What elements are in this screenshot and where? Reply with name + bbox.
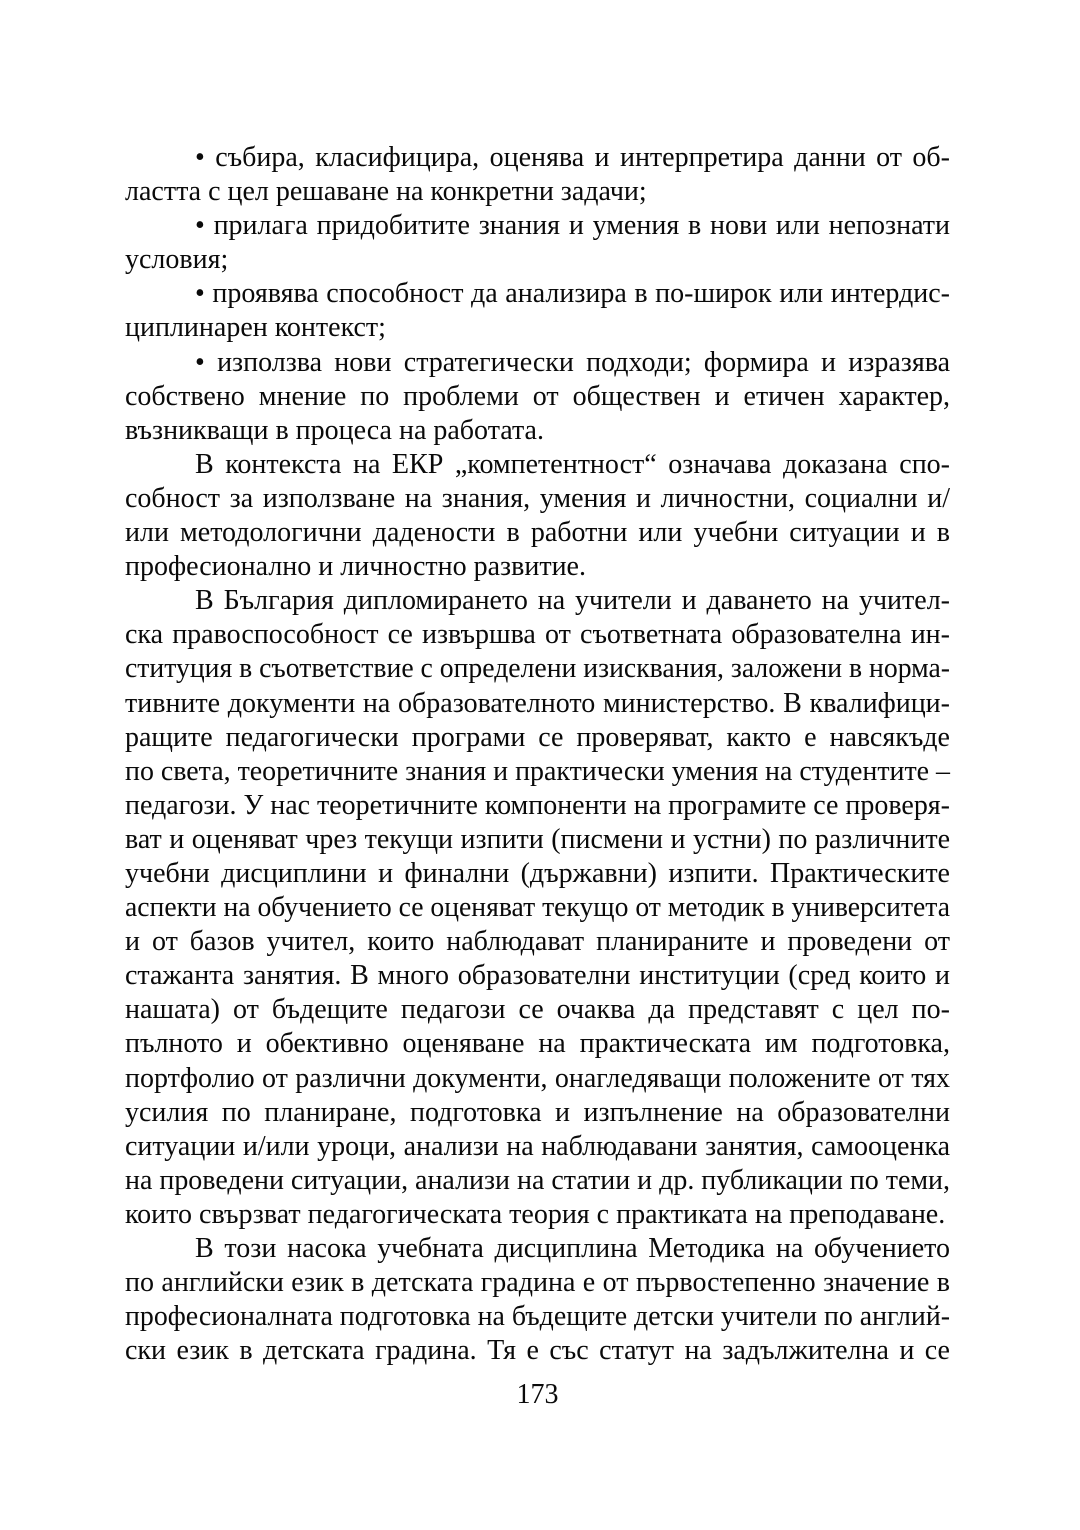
text-line [125, 311, 950, 345]
text-line-content: • проявява способност да анализира в по-широк или интердис- [195, 278, 950, 310]
text-line [125, 789, 950, 823]
text-line-content: ска правоспособност се извършва от съответната образователна ин- [125, 619, 950, 651]
text-line-content: усилия по планиране, подготовка и изпълнение на образователни [125, 1096, 950, 1128]
text-line-content: педагози. У нас теоретичните компоненти на програмите се проверя- [125, 789, 950, 821]
text-line [125, 618, 950, 652]
text-line [125, 755, 950, 789]
text-line [125, 1096, 950, 1130]
text-line-content: учебни дисциплини и финални (държавни) изпити. Практическите [125, 857, 950, 889]
text-line [125, 1164, 950, 1198]
text-line-content: В този насока учебната дисциплина Методика на обучението [195, 1233, 950, 1264]
text-line [125, 652, 950, 686]
text-line-content: по английски език в детската градина е от първостепенно значение в [125, 1267, 950, 1299]
text-line [125, 823, 950, 857]
text-line [125, 277, 950, 311]
text-line-content: ластта с цел решаване на конкретни задачи; [125, 176, 647, 208]
page-number: 173 [516, 1379, 559, 1410]
text-line [125, 414, 950, 448]
text-line [125, 993, 950, 1027]
text-line [125, 584, 950, 618]
text-line [125, 516, 950, 550]
text-line-content: ситуации и/или уроци, анализи на наблюдавани занятия, самооценка [125, 1130, 950, 1162]
text-line-content: професионалната подготовка на бъдещите детски учители по англий- [125, 1301, 950, 1333]
text-line-content: възникващи в процеса на работата. [125, 414, 544, 446]
text-line [125, 1266, 950, 1300]
text-line [125, 1198, 950, 1232]
text-line-content: собност за използване на знания, умения и личностни, социални и/ [125, 482, 950, 514]
text-line [125, 925, 950, 959]
text-line-content: • използва нови стратегически подходи; формира и изразява [195, 346, 950, 378]
text-line [125, 346, 950, 380]
text-line [125, 380, 950, 414]
text-line [125, 1232, 950, 1266]
text-line [125, 243, 950, 277]
text-line-content: по света, теоретичните знания и практически умения на студентите – [125, 755, 950, 787]
text-line [125, 141, 950, 175]
text-line-content: собствено мнение по проблеми от обществен и етичен характер, [125, 380, 950, 412]
text-line-content: и от базов учител, които наблюдават планираните и проведени от [125, 926, 950, 958]
text-line [125, 687, 950, 721]
text-line [125, 209, 950, 243]
text-line [125, 1062, 950, 1096]
text-line-content: В България дипломирането на учители и даването на учител- [195, 585, 950, 617]
text-line [125, 721, 950, 755]
text-line [125, 959, 950, 993]
text-line-content: циплинарен контекст; [125, 312, 386, 344]
text-line [125, 891, 950, 925]
text-line [125, 175, 950, 209]
text-line-content: аспекти на обучението се оценяват текущо от методик в университета [125, 892, 950, 924]
text-line [125, 1130, 950, 1164]
text-line-content: тивните документи на образователното министерство. В квалифици- [125, 687, 950, 719]
text-line-content: нашата) от бъдещите педагози се очаква да представят с цел по- [125, 994, 950, 1026]
text-line-content: или методологични дадености в работни или учебни ситуации и в [125, 517, 950, 549]
text-line [125, 1027, 950, 1061]
text-line-content: ращите педагогически програми се проверяват, както е навсякъде [125, 721, 950, 753]
text-line [125, 1334, 950, 1368]
text-line-content: на проведени ситуации, анализи на статии и др. публикации по теми, [125, 1164, 950, 1196]
text-line-content: условия; [125, 244, 229, 276]
text-line-content: • прилага придобитите знания и умения в нови или непознати [195, 210, 950, 242]
text-line [125, 448, 950, 482]
text-line-content: ват и оценяват чрез текущи изпити (писмени и устни) по различните [125, 823, 950, 855]
text-line-content: стажанта занятия. В много образователни институции (сред които и [125, 960, 950, 992]
text-line [125, 550, 950, 584]
text-line-content: ституция в съответствие с определени изисквания, заложени в норма- [125, 653, 950, 685]
text-line [125, 857, 950, 891]
text-line-content: • събира, класифицира, оценява и интерпретира данни от об- [195, 142, 950, 173]
text-line-content: ски език в детската градина. Тя е със статут на задължителна и се [125, 1335, 950, 1367]
text-line-content: които свързват педагогическата теория с практиката на преподаване. [125, 1198, 946, 1230]
text-line-content: портфолио от различни документи, онагледяващи положените от тях [125, 1062, 950, 1094]
text-line [125, 1300, 950, 1334]
text-line [125, 482, 950, 516]
text-block [125, 141, 950, 1368]
text-line-content: В контекста на ЕКР „компетентност“ означава доказана спо- [195, 448, 950, 480]
text-line-content: пълното и обективно оценяване на практическата им подготовка, [125, 1028, 950, 1060]
text-line-content: професионално и личностно развитие. [125, 551, 586, 583]
